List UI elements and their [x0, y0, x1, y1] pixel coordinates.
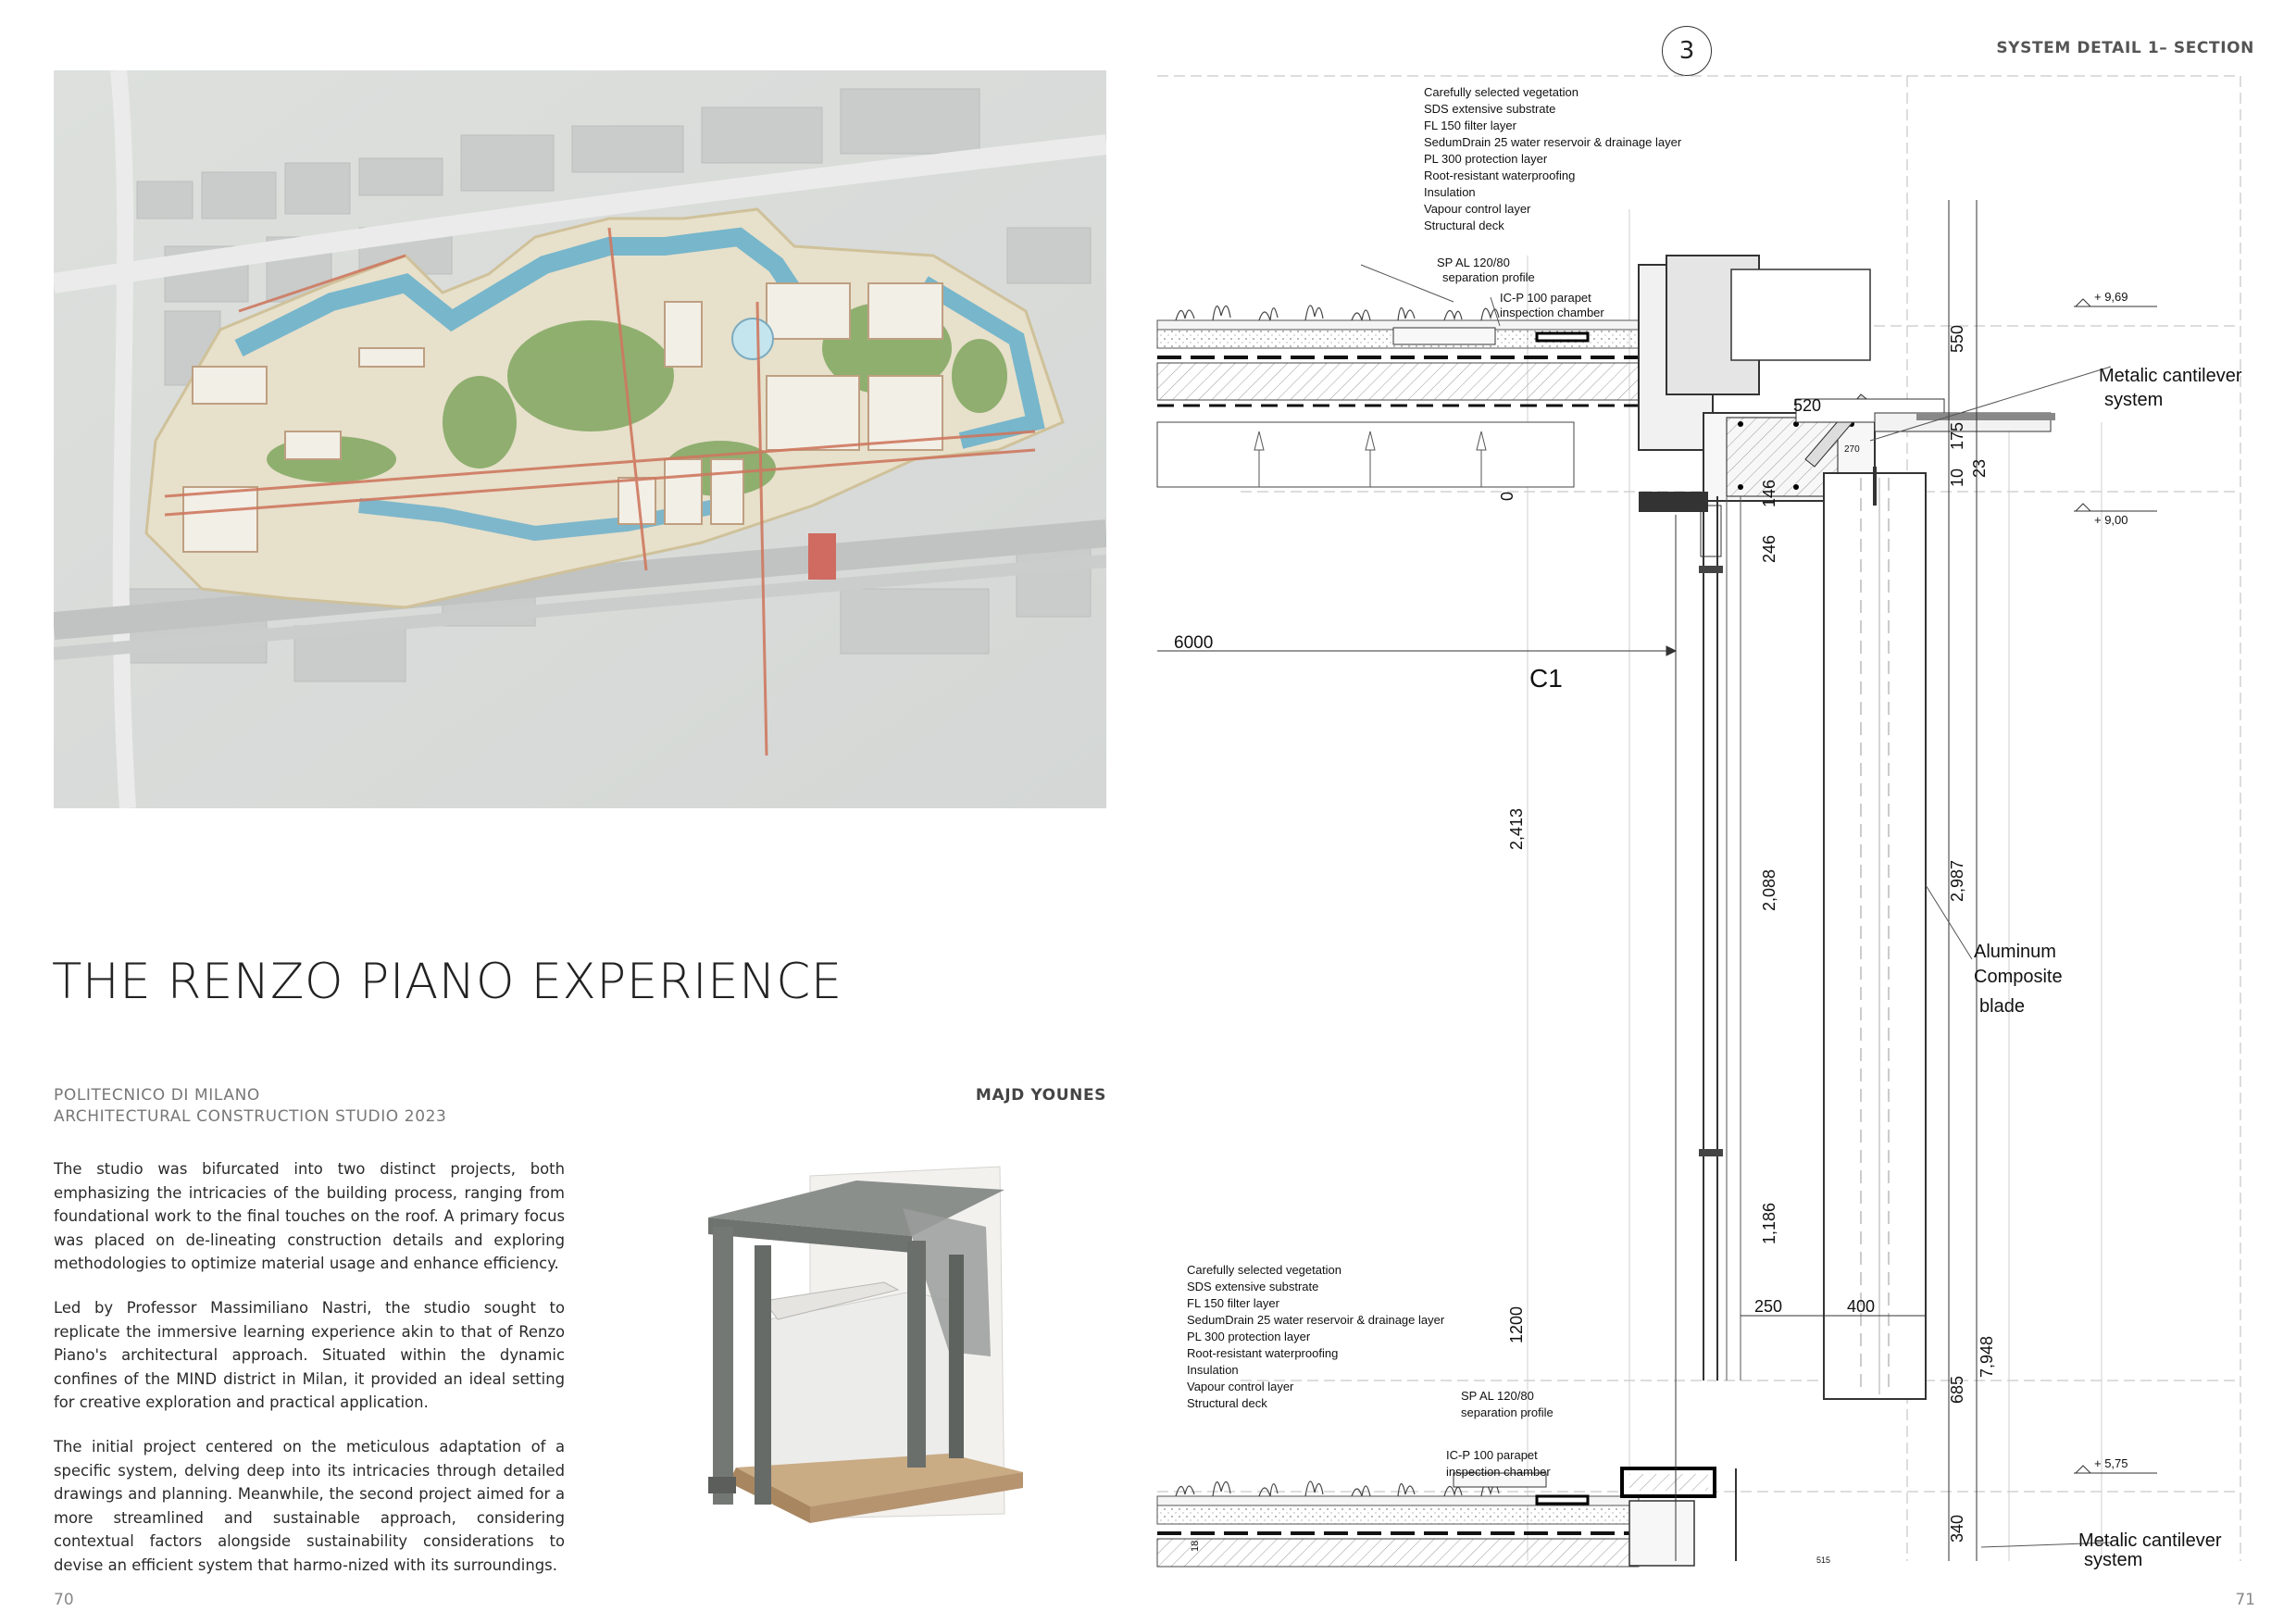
sep-profile-top-1: SP AL 120/80: [1437, 256, 1510, 269]
layer-bottom-7: Insulation: [1187, 1363, 1239, 1377]
dim-2413: 2,413: [1507, 807, 1526, 850]
dim-1200: 1200: [1507, 1305, 1526, 1343]
cantilever-top-label-2: system: [2104, 390, 2164, 410]
sep-profile-bottom-2: separation profile: [1461, 1405, 1554, 1419]
level-labels: [2094, 290, 2128, 1470]
facade-mullion: [1699, 496, 1741, 1380]
dim-515: 515: [1816, 1555, 1831, 1565]
model-drawing: [671, 1143, 1037, 1551]
layer-bottom-8: Vapour control layer: [1187, 1380, 1294, 1393]
dim-2088: 2,088: [1760, 868, 1778, 911]
dim-0: 0: [1498, 491, 1516, 501]
inspection-bottom-1: IC-P 100 parapet: [1446, 1448, 1538, 1462]
dim-18: 18: [1190, 1540, 1201, 1552]
blade-label-3: blade: [1979, 996, 2025, 1017]
sep-profile-bottom-1: SP AL 120/80: [1461, 1389, 1534, 1403]
dim-520: 520: [1793, 396, 1822, 415]
layer-bottom-2: SDS extensive substrate: [1187, 1280, 1319, 1293]
body-paragraph-2: Led by Professor Massimiliano Nastri, the studio sought to replicate the immersive learning experience akin to that of Renzo Piano's architectural approach. Situated within the dynamic confines of the MIND district in Milan, it provided an ideal setting for creative exploration and practical application.: [54, 1299, 565, 1411]
dim-23: 23: [1970, 458, 1989, 478]
dim-175: 175: [1948, 421, 1966, 450]
layer-top-9: Structural deck: [1424, 219, 1504, 232]
layer-bottom-4: SedumDrain 25 water reservoir & drainage layer: [1187, 1313, 1445, 1327]
dim-250: 250: [1754, 1297, 1783, 1316]
layer-top-1: Carefully selected vegetation: [1424, 85, 1578, 99]
layer-top-8: Vapour control layer: [1424, 202, 1531, 216]
inspection-top-1: IC-P 100 parapet: [1500, 291, 1591, 305]
layer-top-7: Insulation: [1424, 185, 1476, 199]
level-bottom: + 5,75: [2094, 1456, 2128, 1470]
body-paragraph-1: The studio was bifurcated into two distinct projects, both emphasizing the intricacies of the building process, ranging from foundational work to the final touches on the roof. A primary focus was placed on de-lineating construction details and exploring methodologies to optimize material usage and enhance efficiency.: [54, 1160, 565, 1272]
blade-label-2: Composite: [1974, 967, 2063, 987]
dim-270: 270: [1844, 444, 1860, 455]
page-title: THE RENZO PIANO EXPERIENCE: [52, 954, 842, 1010]
level-top: + 9,69: [2094, 290, 2128, 304]
dim-2987: 2,987: [1948, 859, 1966, 902]
dim-7948: 7,948: [1978, 1335, 1996, 1378]
level-middle: + 9,00: [2094, 513, 2128, 527]
dim-246: 246: [1760, 534, 1778, 563]
column-tag: C1: [1529, 664, 1563, 693]
layer-top-6: Root-resistant waterproofing: [1424, 169, 1576, 182]
sep-profile-top-2: separation profile: [1442, 270, 1535, 284]
dim-400: 400: [1847, 1297, 1876, 1316]
dim-550: 550: [1948, 324, 1966, 353]
cantilever-bottom-label-1: Metalic cantilever: [2078, 1530, 2222, 1551]
roof-assembly-bottom: [1157, 1468, 1736, 1567]
layer-bottom-5: PL 300 protection layer: [1187, 1330, 1311, 1343]
site-plan-drawing: [54, 70, 1106, 808]
layer-bottom-3: FL 150 filter layer: [1187, 1296, 1279, 1310]
callouts: [1974, 366, 2242, 1570]
section-number-badge: 3: [1662, 26, 1712, 76]
section-title: SYSTEM DETAIL 1– SECTION: [1996, 39, 2254, 57]
layer-bottom-6: Root-resistant waterproofing: [1187, 1346, 1339, 1360]
section-detail-drawing: [1148, 70, 2277, 1570]
inspection-bottom-2: inspection chamber: [1446, 1465, 1551, 1479]
layer-top-4: SedumDrain 25 water reservoir & drainage layer: [1424, 135, 1682, 149]
span-dimension: 6000: [1174, 633, 1214, 653]
layer-top-3: FL 150 filter layer: [1424, 119, 1516, 132]
dim-10: 10: [1948, 468, 1966, 487]
dim-146: 146: [1760, 479, 1778, 507]
cantilever-top-label-1: Metalic cantilever: [2099, 366, 2242, 386]
layer-notes-bottom: [1187, 1263, 1554, 1479]
layer-bottom-1: Carefully selected vegetation: [1187, 1263, 1341, 1277]
layer-bottom-9: Structural deck: [1187, 1396, 1267, 1410]
inspection-top-2: inspection chamber: [1500, 306, 1604, 319]
page-number-right: 71: [2235, 1591, 2255, 1609]
layer-top-5: PL 300 protection layer: [1424, 152, 1548, 166]
body-paragraph-3: The initial project centered on the meticulous adaptation of a specific system, delving deep into its intricacies through detailed drawings and planning. Meanwhile, the second project aimed for a more streamlined and sustainable approach, considering contextual factors alongside sustainability considerations to devise an efficient system that harmo-nized with its surroundings.: [54, 1438, 565, 1574]
author-name: MAJD YOUNES: [975, 1086, 1106, 1105]
dim-1186: 1,186: [1760, 1202, 1778, 1244]
section-detail-svg: [1148, 70, 2277, 1570]
layer-top-2: SDS extensive substrate: [1424, 102, 1556, 116]
studio-label: ARCHITECTURAL CONSTRUCTION STUDIO 2023: [54, 1107, 447, 1126]
physical-model-photo: [671, 1143, 1037, 1551]
page-number-left: 70: [54, 1591, 74, 1609]
cantilever-bottom-label-2: system: [2084, 1550, 2143, 1570]
dim-685: 685: [1948, 1375, 1966, 1404]
composite-blade: [1824, 467, 1926, 1399]
site-plan-image: [54, 70, 1106, 808]
dim-340: 340: [1948, 1514, 1966, 1543]
blade-label-1: Aluminum: [1974, 942, 2056, 962]
institution-label: POLITECNICO DI MILANO: [54, 1086, 260, 1105]
